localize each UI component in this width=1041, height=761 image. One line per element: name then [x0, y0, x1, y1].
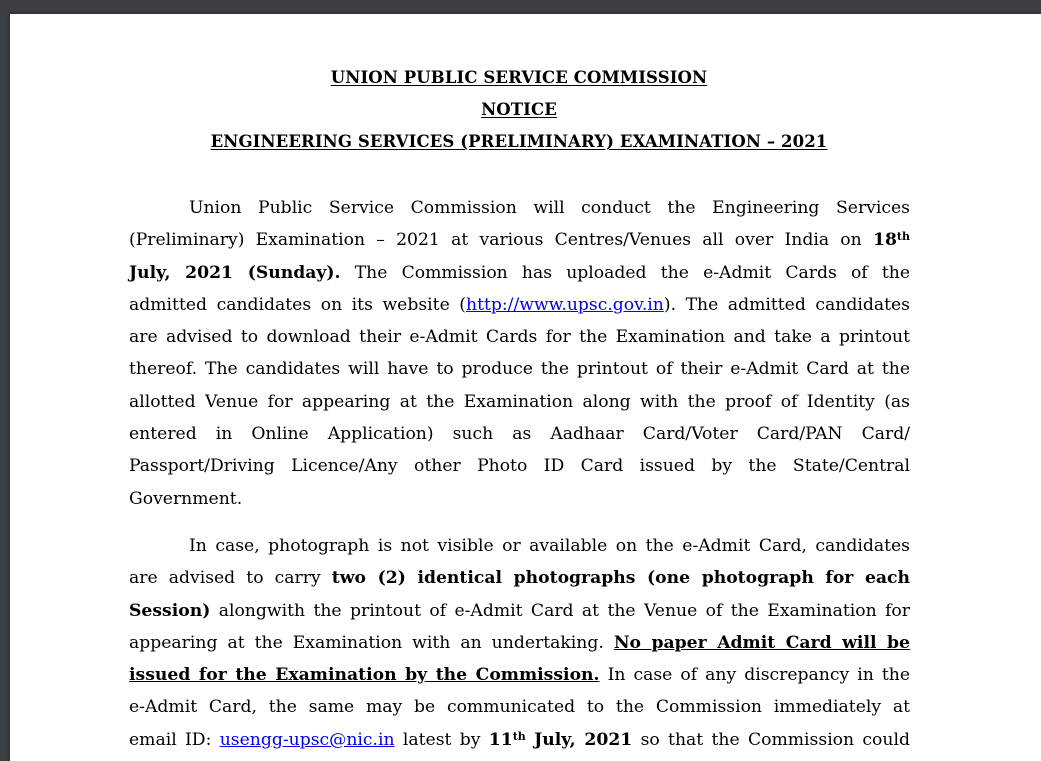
upsc-website-link[interactable]: http://www.upsc.gov.in: [466, 294, 664, 315]
email-link[interactable]: usengg-upsc@nic.in: [219, 729, 395, 750]
text-line: are advised to download their e-Admit Cards for the Examination and take a printout: [129, 327, 910, 348]
document-page: [10, 14, 1041, 761]
exam-title-heading: ENGINEERING SERVICES (PRELIMINARY) EXAMINATION – 2021: [210, 132, 828, 151]
text-line: appearing at the Examination with an undertaking. No paper Admit Card will be: [129, 632, 910, 653]
text-line: July, 2021 (Sunday). The Commission has uploaded the e-Admit Cards of the: [129, 262, 910, 283]
text-line: e-Admit Card, the same may be communicated to the Commission immediately at: [129, 697, 910, 718]
exam-date-day: 18: [872, 230, 897, 251]
paragraph-photograph-instructions: [129, 530, 910, 756]
text-line: Passport/Driving Licence/Any other Photo ID Card issued by the State/Central: [129, 456, 910, 477]
discrepancy-deadline-day: 11: [488, 729, 513, 750]
text-line: allotted Venue for appearing at the Examination along with the proof of Identity (as: [129, 391, 910, 412]
text-line: issued for the Examination by the Commission. In case of any discrepancy in the: [129, 665, 910, 686]
text-line: Session) alongwith the printout of e-Admit Card at the Venue of the Examination for: [129, 600, 910, 621]
photograph-requirement: two (2) identical photographs (one photograph for each: [331, 568, 911, 589]
text-line: In case, photograph is not visible or available on the e-Admit Card, candidates: [189, 536, 910, 556]
discrepancy-deadline-month: July, 2021: [534, 729, 633, 750]
organization-heading: UNION PUBLIC SERVICE COMMISSION: [330, 68, 708, 87]
text-line: are advised to carry two (2) identical photographs (one photograph for each: [129, 568, 911, 589]
text-line: Union Public Service Commission will conduct the Engineering Services: [189, 198, 910, 218]
notice-heading: NOTICE: [481, 100, 557, 119]
text-line: entered in Online Application) such as Aadhaar Card/Voter Card/PAN Card/: [129, 424, 910, 445]
exam-date-month: July, 2021 (Sunday).: [129, 262, 341, 283]
text-line: admitted candidates on its website (http://www.upsc.gov.in). The admitted candidates: [129, 294, 910, 315]
text-line: (Preliminary) Examination – 2021 at various Centres/Venues all over India on 18th: [129, 230, 910, 251]
paragraph-exam-schedule: [129, 192, 910, 515]
no-paper-admit-card-notice: No paper Admit Card will be: [613, 632, 910, 653]
text-line: Government.: [129, 488, 243, 509]
text-line: email ID: usengg-upsc@nic.in latest by 11th July, 2021 so that the Commission could: [129, 729, 910, 750]
text-line: thereof. The candidates will have to produce the printout of their e-Admit Card at the: [129, 359, 910, 380]
